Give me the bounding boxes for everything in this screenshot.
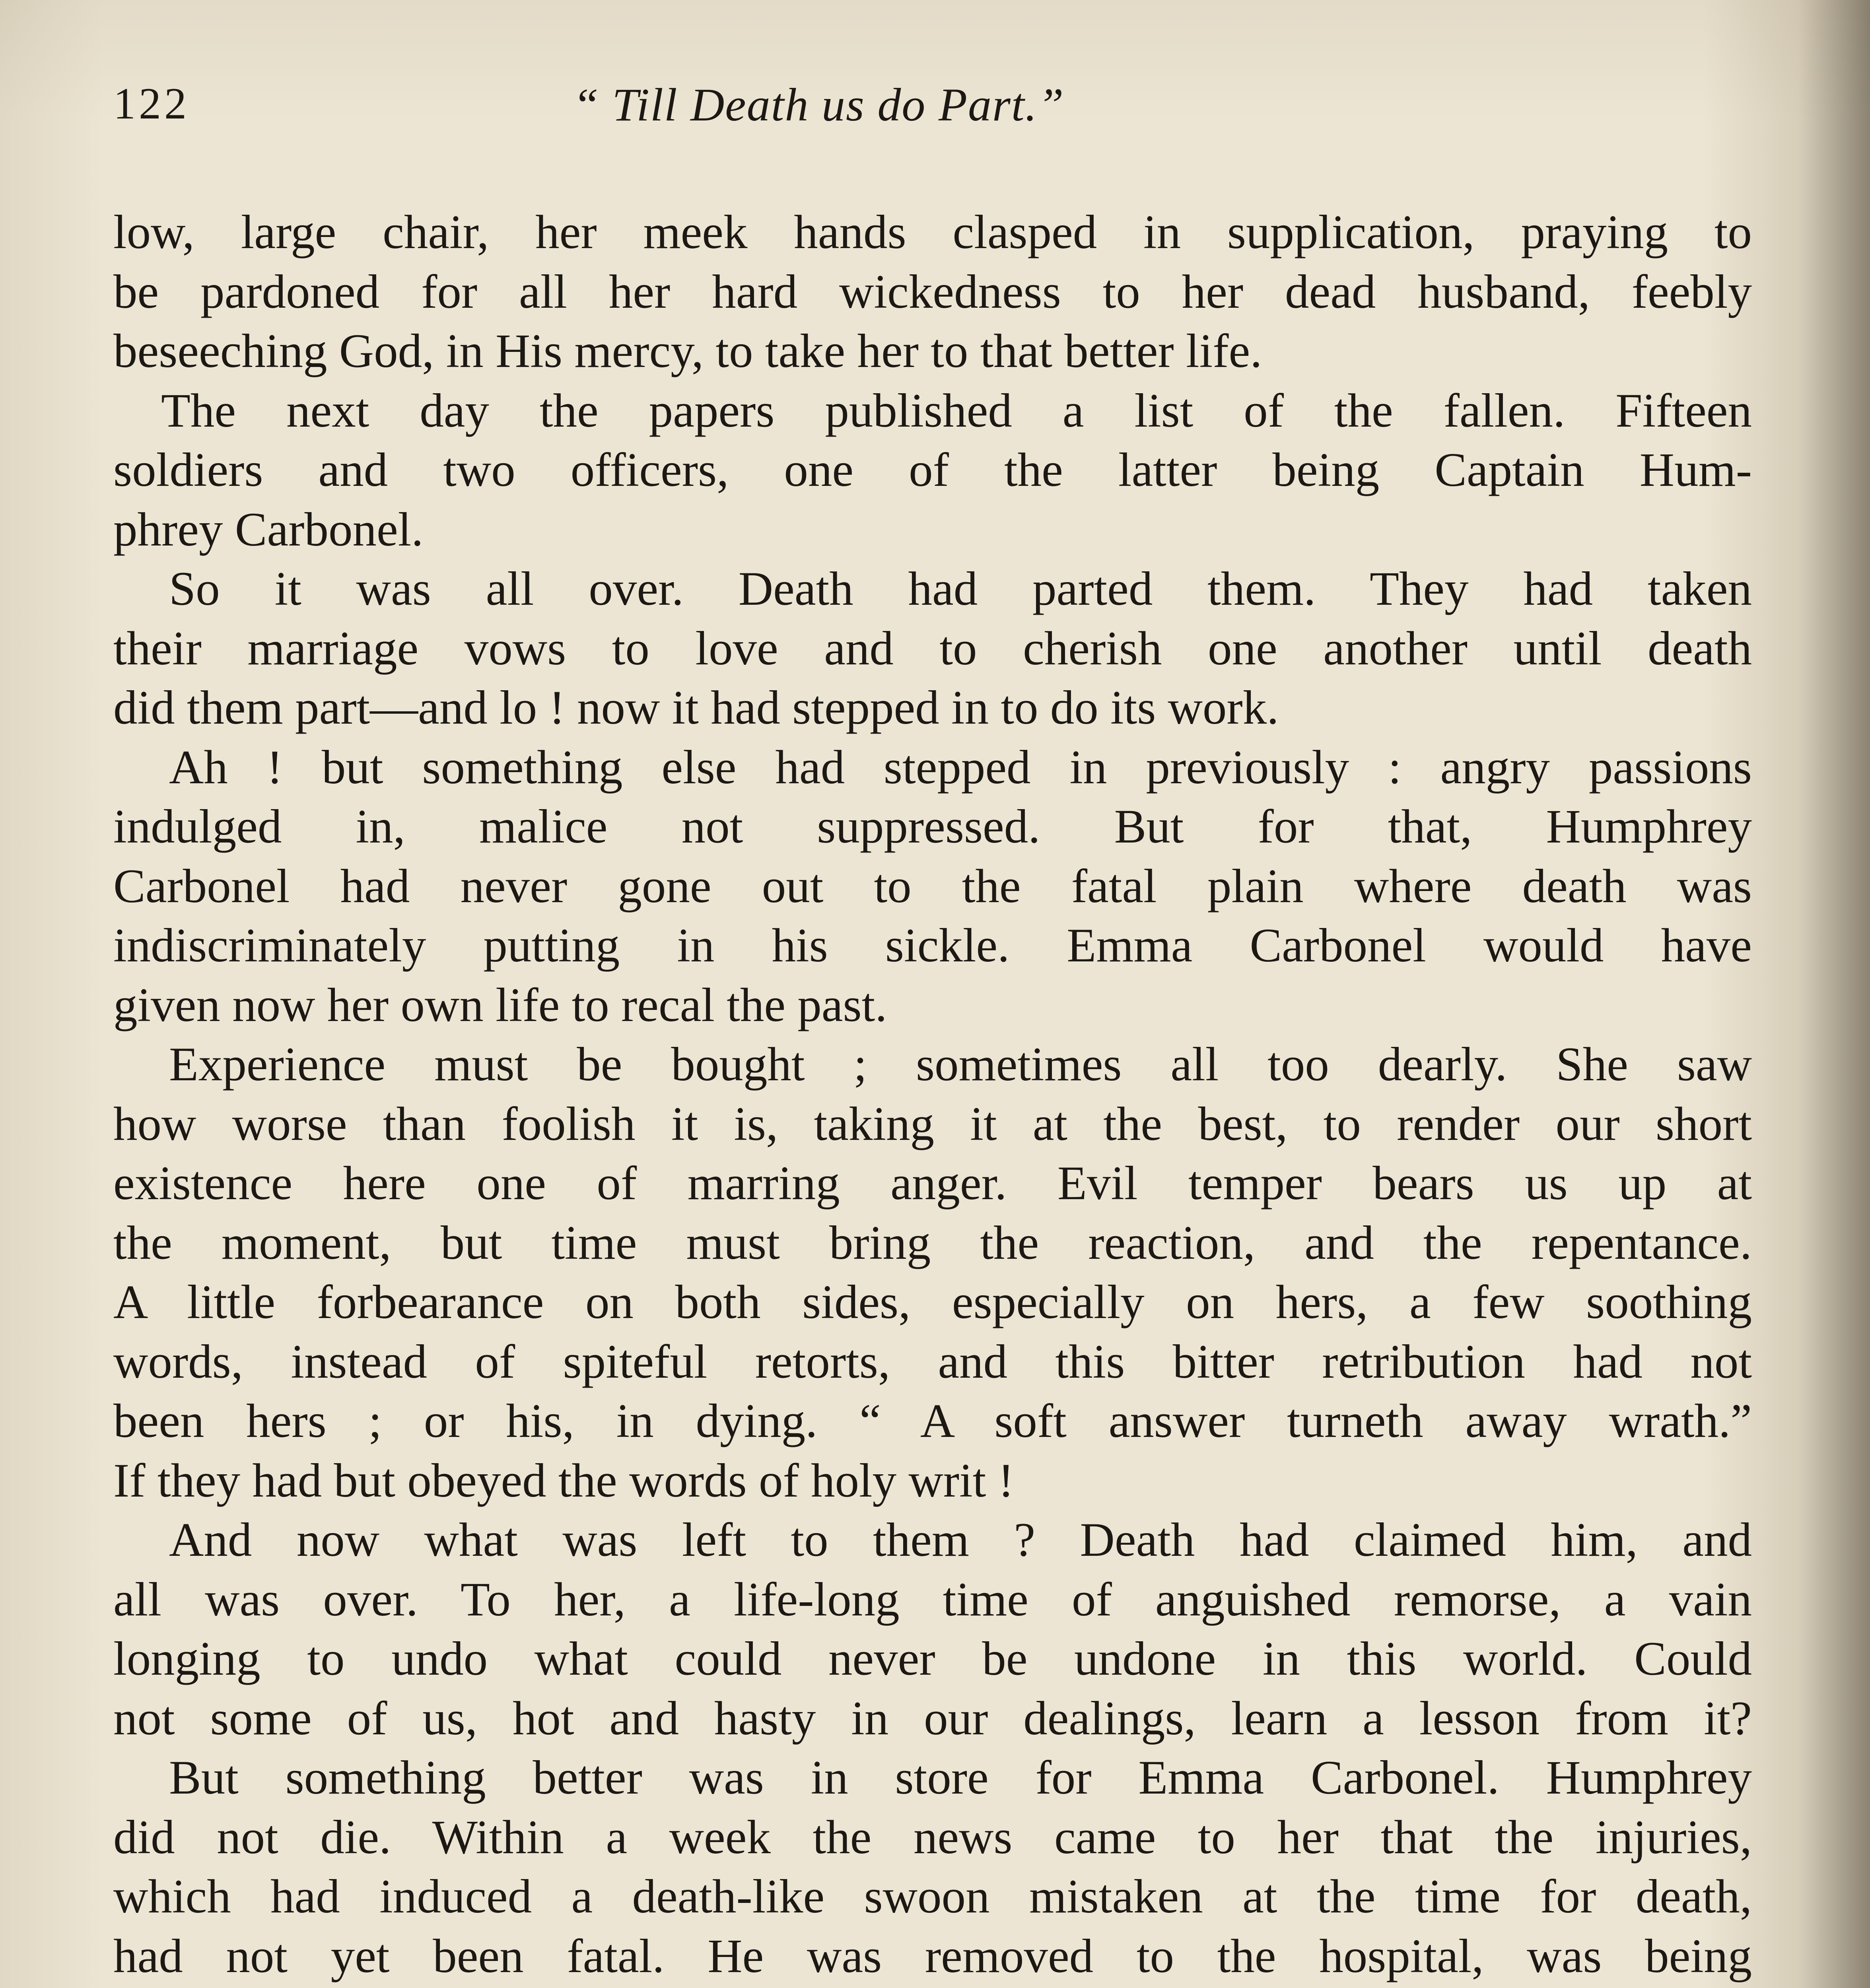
text-line: how worse than foolish it is, taking it at the best, to render our short xyxy=(113,1097,1752,1151)
text-line: did not die. Within a week the news came to her that the injuries, xyxy=(113,1810,1752,1864)
page-number: 122 xyxy=(113,79,190,128)
text-line: indulged in, malice not suppressed. But for that, Humphrey xyxy=(113,800,1752,853)
text-line: Carbonel had never gone out to the fatal plain where death was xyxy=(113,859,1752,913)
text-line: beseeching God, in His mercy, to take her to that better life. xyxy=(113,324,1262,378)
text-line: had not yet been fatal. He was removed to the hospital, was being xyxy=(113,1929,1752,1983)
text-line: If they had but obeyed the words of holy writ ! xyxy=(113,1454,1014,1507)
body-text xyxy=(113,203,1752,1988)
text-line xyxy=(113,1986,1752,1988)
text-line: soldiers and two officers, one of the latter being Captain Hum- xyxy=(113,443,1752,497)
text-line: all was over. To her, a life-long time of anguished remorse, a vain xyxy=(113,1573,1752,1626)
text-line: been hers ; or his, in dying. “ A soft answer turneth away wrath.” xyxy=(113,1394,1752,1448)
text-line: low, large chair, her meek hands clasped in supplication, praying to xyxy=(113,206,1752,259)
text-line: But something better was in store for Emma Carbonel. Humphrey xyxy=(169,1751,1752,1804)
text-line: be pardoned for all her hard wickedness to her dead husband, feebly xyxy=(113,265,1752,318)
text-line: did them part—and lo ! now it had stepped in to do its work. xyxy=(113,681,1279,734)
text-line: the moment, but time must bring the reaction, and the repentance. xyxy=(113,1216,1752,1270)
text-line: phrey Carbonel. xyxy=(113,503,424,556)
text-line: indiscriminately putting in his sickle. Emma Carbonel would have xyxy=(113,919,1752,972)
text-line: A little forbearance on both sides, especially on hers, a few soothing xyxy=(113,1276,1752,1329)
text-line: The next day the papers published a list of the fallen. Fifteen xyxy=(161,384,1752,437)
text-line: existence here one of marring anger. Evil temper bears us up at xyxy=(113,1157,1752,1210)
text-line: not some of us, hot and hasty in our dealings, learn a lesson from it? xyxy=(113,1691,1752,1745)
text-line: So it was all over. Death had parted them. They had taken xyxy=(169,562,1752,615)
text-line: given now her own life to recal the past. xyxy=(113,978,887,1032)
text-line: And now what was left to them ? Death had claimed him, and xyxy=(169,1513,1752,1567)
text-line: their marriage vows to love and to cherish one another until death xyxy=(113,621,1752,675)
page-header xyxy=(0,0,1870,199)
running-title: “ Till Death us do Part.” xyxy=(573,79,1065,131)
text-line: longing to undo what could never be undone in this world. Could xyxy=(113,1632,1752,1685)
text-line: Ah ! but something else had stepped in previously : angry passions xyxy=(169,740,1752,794)
text-line: words, instead of spiteful retorts, and this bitter retribution had not xyxy=(113,1335,1752,1388)
text-line: which had induced a death-like swoon mistaken at the time for death, xyxy=(113,1870,1752,1923)
text-line: Experience must be bought ; sometimes all too dearly. She saw xyxy=(169,1038,1752,1091)
